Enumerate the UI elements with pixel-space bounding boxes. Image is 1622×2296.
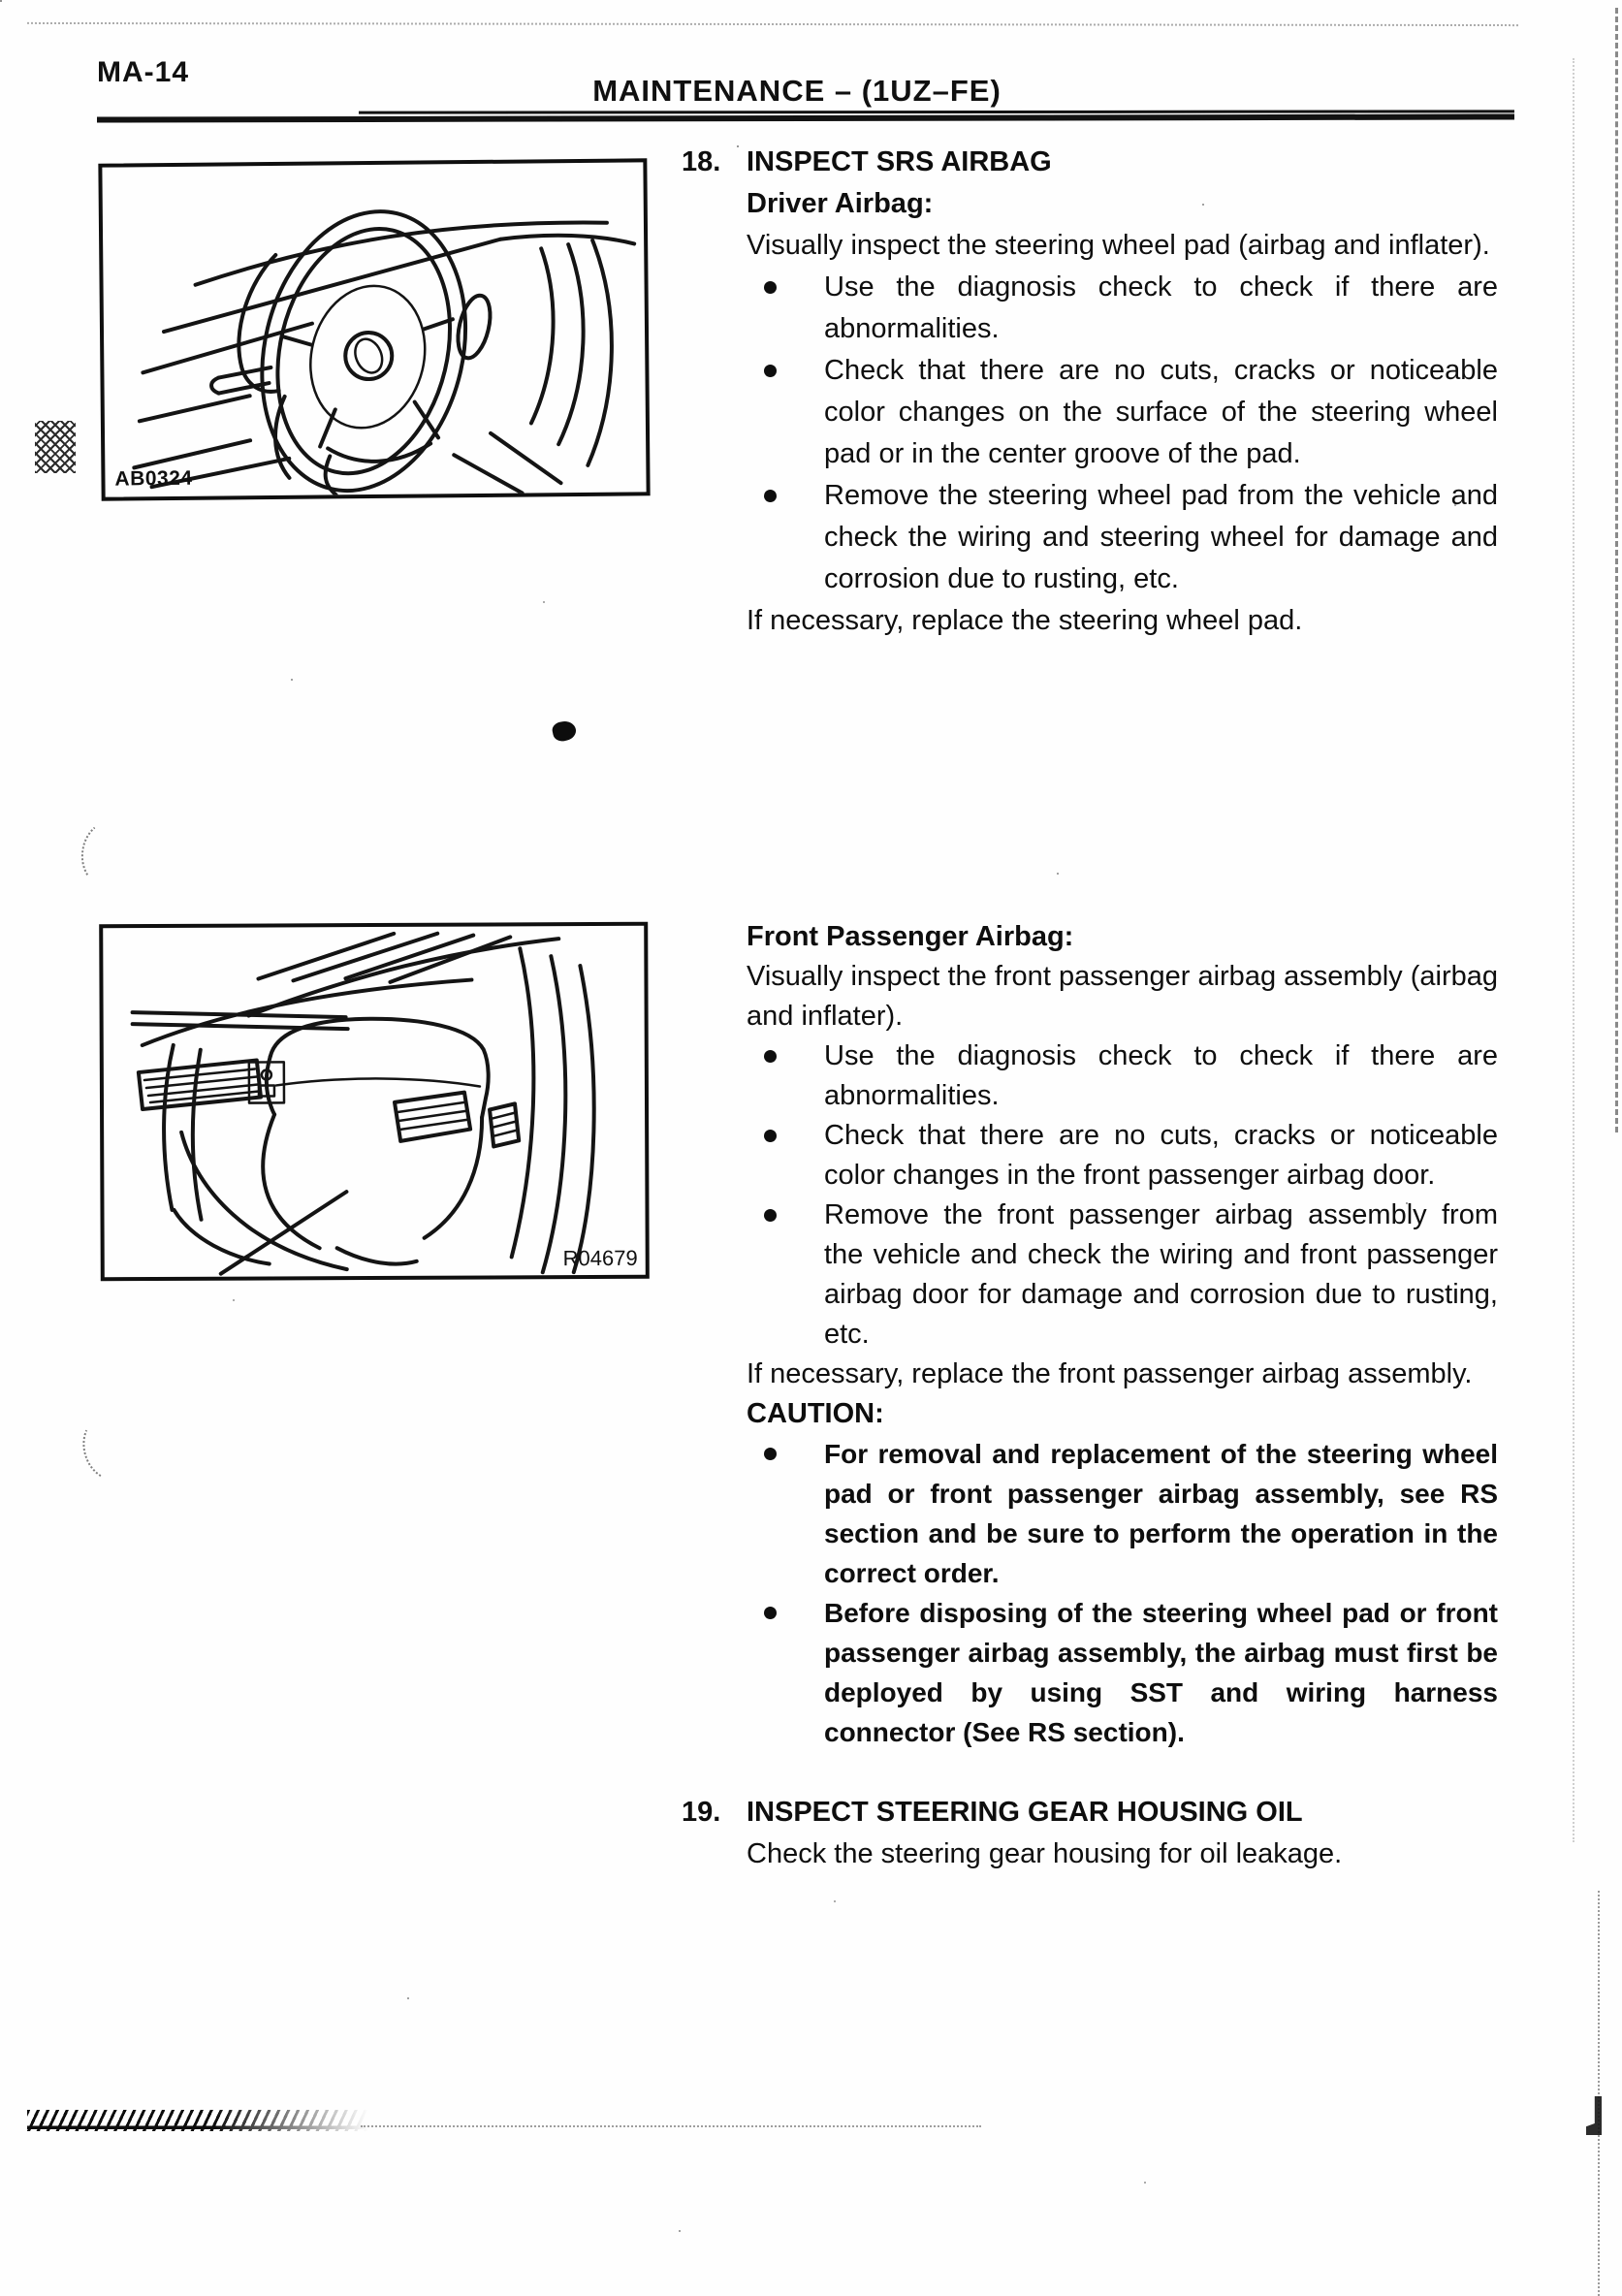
paragraph: Check the steering gear housing for oil leakage. — [747, 1838, 1343, 1869]
subsection-heading: Driver Airbag: — [747, 188, 934, 219]
paragraph: If necessary, replace the steering wheel pad. — [747, 605, 1303, 636]
figure-code: AB0324 — [114, 466, 193, 491]
list-item — [747, 350, 1498, 475]
scan-artifact-inner-dotted-line — [1573, 58, 1574, 1842]
scan-artifact-arc — [77, 816, 142, 891]
section-number: 18. — [682, 146, 721, 177]
caution-item — [747, 1593, 1498, 1752]
bullet-icon — [764, 1448, 777, 1460]
bullet-icon — [764, 1130, 777, 1142]
paragraph: Visually inspect the steering wheel pad (airbag and inflater). — [747, 230, 1490, 261]
bullet-icon — [764, 1209, 777, 1222]
list-item — [747, 1116, 1498, 1196]
bullet-text: Check that there are no cuts, cracks or noticeable color changes in the front passenger airbag door. — [824, 1120, 1498, 1191]
bullet-icon — [764, 1050, 777, 1063]
bullet-text: Use the diagnosis check to check if there are abnormalities. — [824, 1040, 1498, 1111]
scan-artifact-lower-edge-dots — [1598, 1891, 1600, 2296]
bullet-icon — [764, 1607, 777, 1619]
header-rule — [97, 113, 1514, 122]
scan-artifact-ink-blob — [551, 719, 578, 744]
page-title: MAINTENANCE – (1UZ–FE) — [592, 74, 1002, 108]
bullet-text: Use the diagnosis check to check if there are abnormalities. — [824, 271, 1498, 344]
list-item — [747, 1036, 1498, 1116]
section-heading — [682, 142, 1498, 183]
bullet-icon — [764, 281, 777, 294]
list-item — [747, 1196, 1498, 1355]
figure-steering-wheel — [98, 158, 650, 500]
scan-artifact-corner-mark — [1586, 2096, 1602, 2135]
bullet-icon — [764, 490, 777, 502]
bullet-text: Check that there are no cuts, cracks or noticeable color changes on the surface of the steering wheel pad or in the center groove of the pad. — [824, 355, 1498, 469]
caution-text: For removal and replacement of the steering wheel pad or front passenger airbag assembly, see RS section and be sure to perform the operation in the correct order. — [824, 1439, 1498, 1588]
scan-artifact-arc — [75, 1407, 149, 1488]
figure-code: R04679 — [562, 1245, 638, 1271]
section-title: INSPECT SRS AIRBAG — [747, 146, 1052, 177]
scan-artifact-bottom-dots — [361, 2125, 981, 2127]
driver-airbag-block — [747, 183, 1498, 642]
caution-label: CAUTION: — [747, 1398, 884, 1429]
section-19 — [682, 1792, 1498, 1875]
scan-artifact-crosshatch — [35, 421, 76, 473]
subsection-heading: Front Passenger Airbag: — [747, 921, 1074, 952]
list-item — [747, 475, 1498, 600]
figure-passenger-airbag — [99, 922, 650, 1281]
steering-wheel-illustration — [102, 162, 646, 496]
dashboard-illustration — [103, 926, 646, 1277]
section-title: INSPECT STEERING GEAR HOUSING OIL — [747, 1797, 1303, 1828]
section-heading — [682, 1792, 1498, 1834]
page-code: MA-14 — [97, 56, 190, 88]
caution-item — [747, 1434, 1498, 1593]
scan-artifact-top-dotted-line — [27, 22, 1518, 26]
passenger-airbag-block — [682, 917, 1498, 1752]
bullet-icon — [764, 365, 777, 377]
paragraph: Visually inspect the front passenger airbag assembly (airbag and inflater). — [747, 961, 1498, 1032]
bullet-text: Remove the front passenger airbag assembly from the vehicle and check the wiring and front passenger airbag door for damage and corrosion due to rusting, etc. — [824, 1199, 1498, 1350]
scan-artifact-speckles — [0, 0, 2, 2]
section-18 — [682, 142, 1498, 642]
scan-artifact-page-edge-dashes — [1615, 8, 1618, 1132]
list-item — [747, 267, 1498, 350]
caution-text: Before disposing of the steering wheel pad or front passenger airbag assembly, the airbag must first be deployed by using SST and wiring harness connector (See RS section). — [824, 1598, 1498, 1747]
scan-artifact-bottom-hatch — [27, 2110, 368, 2131]
paragraph: If necessary, replace the front passenger airbag assembly. — [747, 1358, 1473, 1389]
section-number: 19. — [682, 1797, 721, 1828]
bullet-text: Remove the steering wheel pad from the vehicle and check the wiring and steering wheel for damage and corrosion due to rusting, etc. — [824, 480, 1498, 594]
